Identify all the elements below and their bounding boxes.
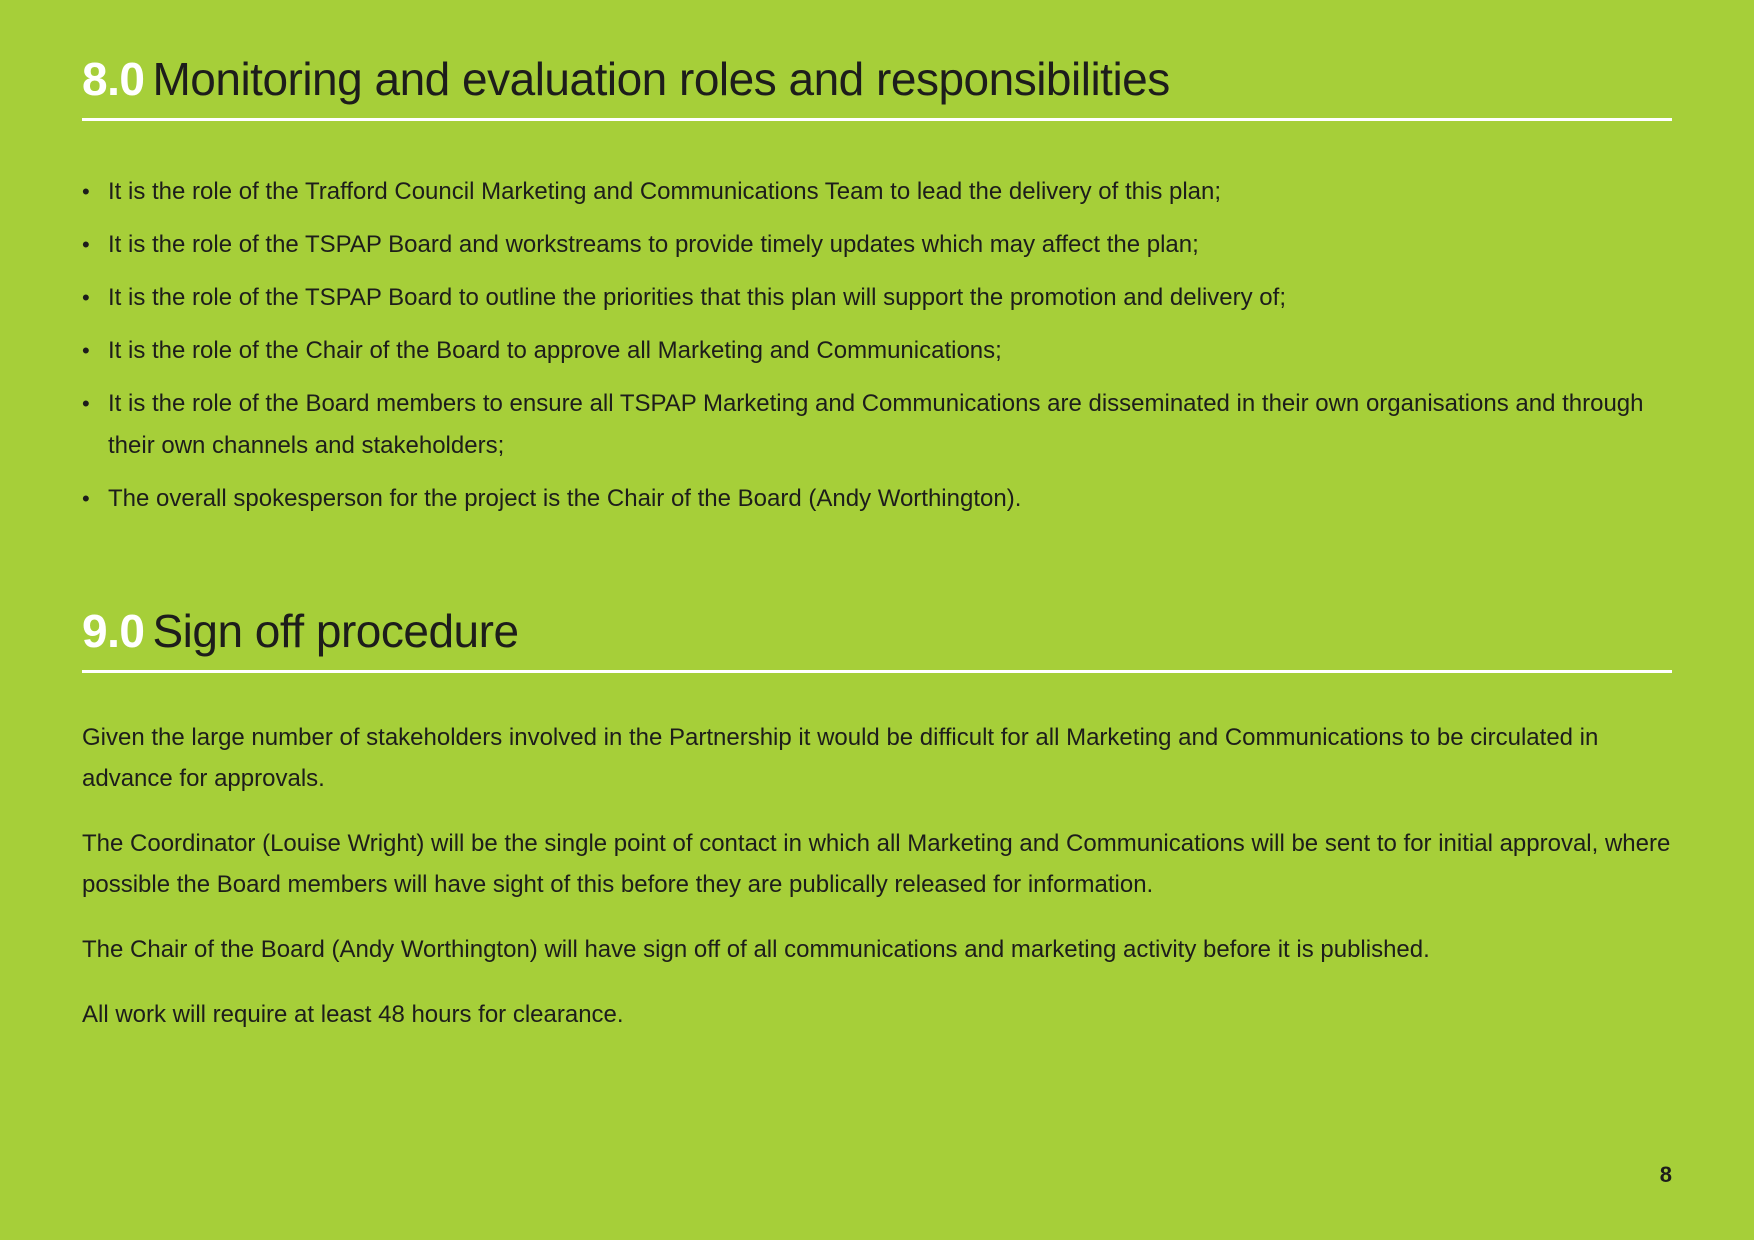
list-item-text: It is the role of the TSPAP Board to outline the priorities that this plan will support the promotion and delivery of; (108, 284, 1286, 311)
section-sign-off (82, 600, 1672, 1059)
sign-off-body (82, 717, 1672, 1035)
heading-divider (82, 118, 1672, 121)
responsibilities-list (82, 171, 1672, 520)
body-paragraph: The Coordinator (Louise Wright) will be the single point of contact in which all Marketing and Communications will be sent to for initial approval, where possible the Board members will have sight of this before they are publically released for information. (82, 830, 1671, 898)
section-monitoring-evaluation (82, 48, 1672, 531)
list-item (82, 478, 1672, 520)
list-item (82, 277, 1672, 319)
section-number: 8.0 (82, 53, 145, 105)
section-heading (82, 600, 1672, 662)
heading-divider (82, 670, 1672, 673)
body-paragraph: All work will require at least 48 hours for clearance. (82, 1001, 624, 1028)
list-item-text: It is the role of the Trafford Council Marketing and Communications Team to lead the delivery of this plan; (108, 178, 1222, 205)
body-paragraph: Given the large number of stakeholders involved in the Partnership it would be difficult for all Marketing and Communications to be circulated in advance for approvals. (82, 724, 1599, 792)
bullet-icon: • (82, 486, 90, 511)
section-title: Monitoring and evaluation roles and responsibilities (152, 53, 1170, 105)
list-item (82, 330, 1672, 372)
page-number: 8 (1659, 1162, 1672, 1187)
list-item-text: It is the role of the Chair of the Board to approve all Marketing and Communications; (108, 337, 1002, 364)
bullet-icon: • (82, 391, 90, 416)
bullet-icon: • (82, 179, 90, 204)
section-title: Sign off procedure (152, 605, 519, 657)
bullet-icon: • (82, 285, 90, 310)
section-number: 9.0 (82, 605, 145, 657)
list-item-text: The overall spokesperson for the project is the Chair of the Board (Andy Worthington). (108, 485, 1022, 512)
section-heading (82, 48, 1672, 110)
list-item (82, 383, 1672, 467)
list-item-text: It is the role of the Board members to ensure all TSPAP Marketing and Communications are disseminated in their own organisations and through their own channels and stakeholders; (108, 390, 1644, 459)
list-item (82, 171, 1672, 213)
bullet-icon: • (82, 338, 90, 363)
list-item (82, 224, 1672, 266)
body-paragraph: The Chair of the Board (Andy Worthington) will have sign off of all communications and marketing activity before it is published. (82, 936, 1430, 963)
list-item-text: It is the role of the TSPAP Board and workstreams to provide timely updates which may affect the plan; (108, 231, 1199, 258)
bullet-icon: • (82, 232, 90, 257)
